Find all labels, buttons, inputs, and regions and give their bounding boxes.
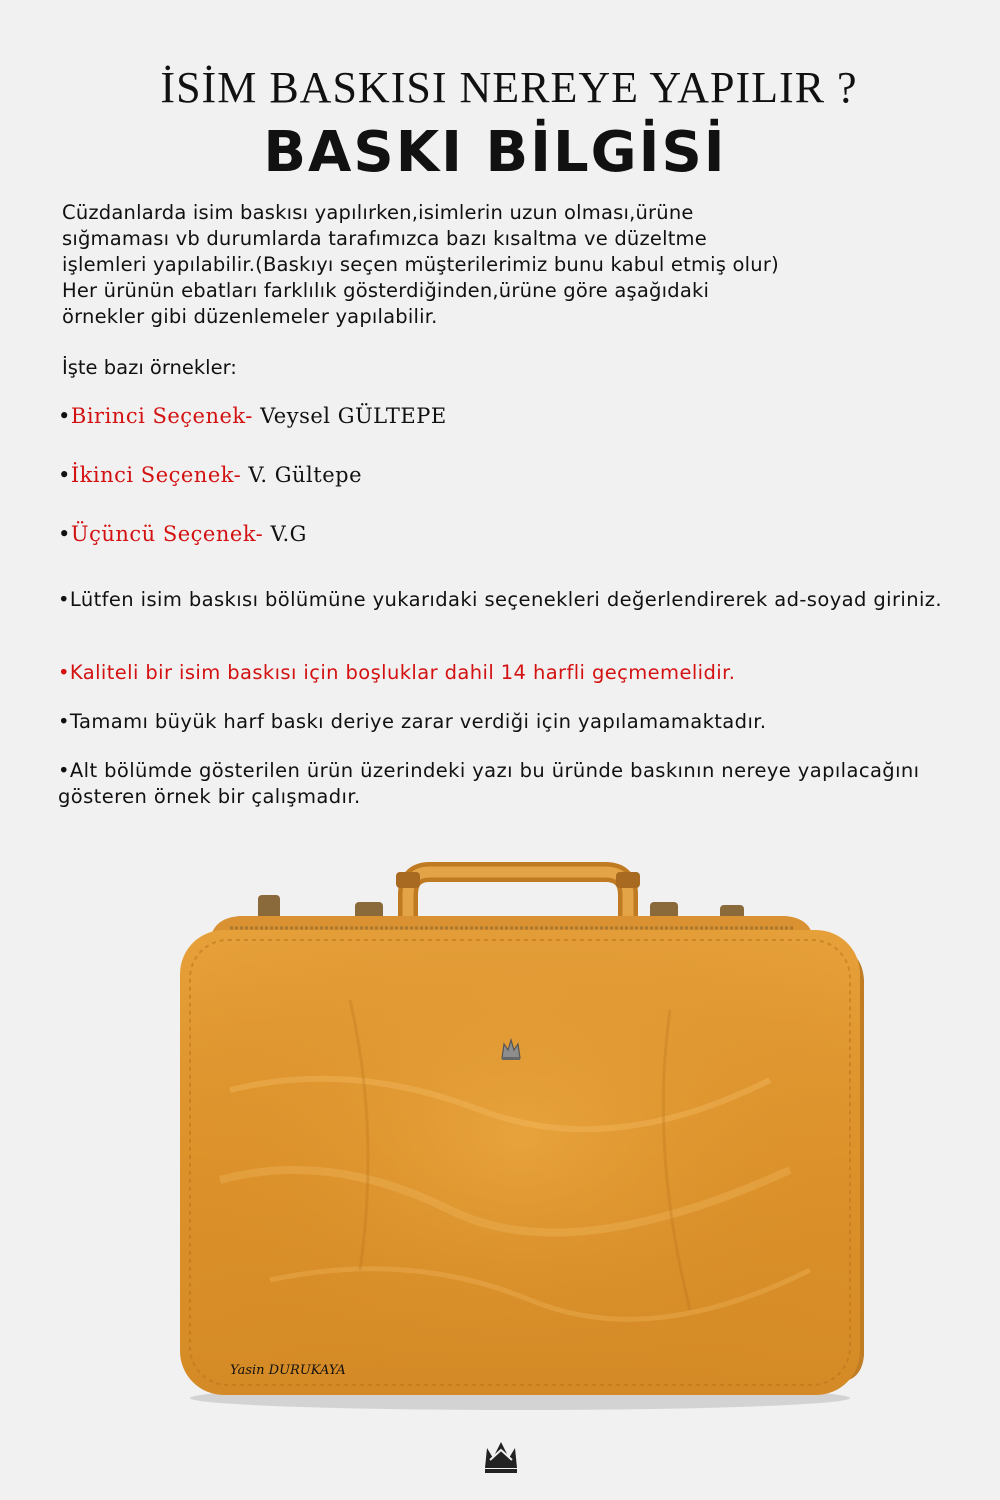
page-title: İSİM BASKISI NEREYE YAPILIR ?	[160, 63, 858, 112]
product-bag-image	[150, 850, 870, 1425]
intro-line: Her ürünün ebatları farklılık gösterdiğinden,ürüne göre aşağıdaki	[62, 279, 710, 302]
option-bullet: •	[58, 463, 71, 487]
examples-heading: İşte bazı örnekler:	[62, 356, 237, 379]
option-label: Üçüncü Seçenek-	[70, 522, 264, 546]
note-uppercase: •Tamamı büyük harf baskı deriye zarar verdiği için yapılamamaktadır.	[58, 710, 767, 733]
engraving-text-svg: Yasin DURUKAYA	[230, 1363, 346, 1378]
note-example-location: •Alt bölümde gösterilen ürün üzerindeki yazı bu üründe baskının nereye yapılacağını gösteren örnek bir çalışmadır.	[58, 759, 920, 808]
intro-line: işlemleri yapılabilir.(Baskıyı seçen müşterilerimiz bunu kabul etmiş olur)	[62, 253, 779, 276]
page-subtitle: BASKI BİLGİSİ	[263, 120, 727, 185]
intro-line: örnekler gibi düzenlemeler yapılabilir.	[62, 305, 438, 328]
option-value: Veysel GÜLTEPE	[252, 404, 447, 428]
option-value: V.G	[263, 522, 307, 546]
engraving-text	[230, 1358, 430, 1382]
note-letter-limit: •Kaliteli bir isim baskısı için boşluklar dahil 14 harfli geçmemelidir.	[58, 661, 736, 684]
note-enter-name: •Lütfen isim baskısı bölümüne yukarıdaki seçenekleri değerlendirerek ad-soyad giriniz.	[58, 588, 943, 611]
option-value: V. Gültepe	[241, 463, 362, 487]
option-bullet: •	[58, 522, 71, 546]
option-third	[58, 522, 307, 546]
option-label: Birinci Seçenek-	[70, 404, 253, 428]
intro-line: Cüzdanlarda isim baskısı yapılırken,isimlerin uzun olması,ürüne	[62, 201, 694, 224]
intro-line: sığmaması vb durumlarda tarafımızca bazı kısaltma ve düzeltme	[62, 227, 707, 250]
intro-paragraph	[62, 200, 962, 330]
option-second	[58, 463, 362, 487]
option-label: İkinci Seçenek-	[70, 463, 242, 487]
option-first	[58, 404, 447, 428]
option-bullet: •	[58, 404, 71, 428]
trident-crown-icon	[481, 1438, 521, 1478]
